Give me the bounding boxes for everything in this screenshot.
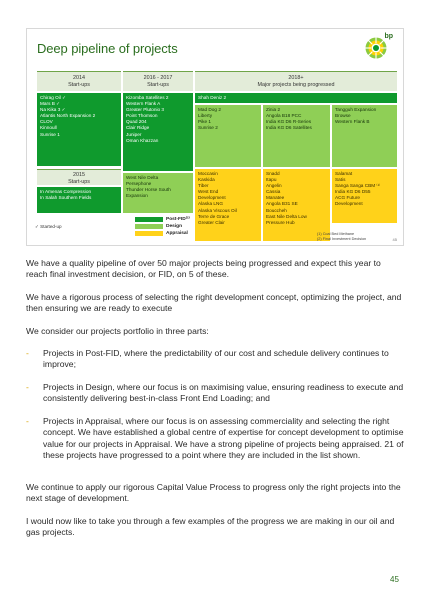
project-item: Terre de Grace [198, 213, 230, 219]
project-item: Thunder Horse South [126, 187, 171, 193]
project-item: Tiber [198, 183, 209, 189]
project-item: Browse [335, 113, 351, 119]
paragraph-process: We have a rigorous process of selecting the right development concept, optimizing the project, and then ensuring we are ready to execute [26, 292, 402, 314]
project-item: Itapu [266, 177, 277, 183]
project-item: Development [198, 195, 226, 201]
project-item: Sanga Sanga CBM ⁽¹⁾ [335, 183, 381, 189]
column-header-2018-plus [195, 71, 397, 91]
legend [135, 216, 190, 237]
column-header-year: 2014 [73, 75, 85, 81]
project-item: Cassia [266, 189, 281, 195]
project-item: In Salah Southern Fields [40, 195, 92, 201]
project-item: CLOV [40, 119, 53, 125]
bullet-dash: - [26, 348, 29, 358]
bullet-dash: - [26, 382, 29, 392]
project-item: Sunrise 1 [40, 131, 60, 137]
paragraph-capital-value: We continue to apply our rigorous Capital Value Process to progress only the right projects into the next stage of development. [26, 482, 401, 504]
project-item: ACG Future [335, 195, 361, 201]
slide-title: Deep pipeline of projects [37, 41, 178, 56]
column-header-label: Start-ups [147, 81, 169, 88]
legend-item-post-fid [135, 216, 190, 223]
column-header-year: 2018+ [288, 75, 304, 81]
project-item: Angelin [266, 183, 282, 189]
project-item: West Nile Delta [126, 175, 159, 180]
cell-2018-design-b [263, 105, 330, 167]
legend-label: Post-FID⁽²⁾ [166, 217, 190, 222]
project-item: Chirag Oil ✓ [40, 95, 67, 100]
bullet-text: Projects in Design, where our focus is on maximising value, ensuring readiness to execute and consistently delivering best-in-class Front End Loading; and [43, 382, 404, 404]
legend-swatch [135, 231, 163, 236]
project-item: In Amenas Compression [40, 189, 92, 194]
project-item: Development [335, 201, 363, 207]
paragraph-portfolio-intro: We consider our projects portfolio in three parts: [26, 326, 209, 336]
project-item: Pressure Hub [266, 219, 295, 225]
column-header-label: Start-ups [68, 81, 90, 88]
bullet-text: Projects in Post-FID, where the predictability of our cost and schedule delivery continues to improve; [43, 348, 389, 370]
started-up-note: ✓ Started-up [35, 224, 62, 229]
bullet-post-fid [26, 348, 404, 371]
bullet-appraisal [26, 416, 404, 462]
project-item: Mars B ✓ [40, 101, 61, 107]
slide-number: 45 [392, 237, 397, 242]
cell-2016-design [123, 173, 193, 213]
project-item: Western Flank B [335, 119, 370, 125]
project-item: Point Thomson [126, 113, 158, 119]
project-item: Moccasin [198, 171, 218, 176]
cell-2015-post-fid [37, 187, 121, 213]
project-item: Tangguh Expansion [335, 107, 377, 112]
project-item: Atlantis North Expansion 2 [40, 113, 96, 119]
project-item: India KG D6 R-Series [266, 119, 312, 125]
project-item: Oman Khazzan [126, 137, 159, 143]
project-item: Shah Deniz 2 [198, 95, 227, 100]
cell-2018-post-fid-top [195, 93, 397, 103]
legend-item-design [135, 223, 190, 230]
project-item: Expansion [126, 193, 148, 199]
project-item: Pike 1 [198, 119, 212, 125]
project-item: Kizomba Satellites 2 [126, 95, 169, 100]
project-item: Angola B18 PCC [266, 113, 302, 119]
project-item: India KG D6 D55 [335, 189, 371, 195]
project-item: Angola B31 SE [266, 201, 298, 207]
project-item: Quad 204 [126, 119, 147, 125]
column-header-year: 2015 [73, 172, 85, 178]
slide-figure [26, 28, 404, 246]
project-item: Salamat [335, 171, 353, 176]
legend-item-appraisal [135, 230, 190, 237]
project-item: Liberty [198, 113, 213, 119]
project-item: Manatee [266, 195, 285, 201]
project-item: Juniper [126, 131, 142, 137]
cell-2014-post-fid [37, 93, 121, 166]
column-header-2015 [37, 169, 121, 185]
bp-wordmark: bp [384, 33, 393, 40]
footnote: (1) Coal Bed Methane [317, 232, 355, 236]
project-item: Na Kika 3 ✓ [40, 107, 66, 113]
cell-2016-post-fid [123, 93, 193, 171]
project-item: Sunrise 2 [198, 125, 218, 131]
legend-label: Appraisal [166, 231, 188, 236]
project-item: Bouccheh [266, 207, 287, 213]
legend-swatch [135, 224, 163, 229]
cell-2018-design-c [332, 105, 397, 167]
column-header-2016-2017 [123, 71, 193, 91]
paragraph-pipeline: We have a quality pipeline of over 50 major projects being progressed and expect this year to reach final investment decision, or FID, on 5 of these. [26, 258, 381, 280]
project-item: India KG D6 Satellites [266, 125, 312, 131]
page-number: 45 [390, 575, 399, 584]
bullet-text: Projects in Appraisal, where our focus is on assessing commerciality and selecting the right concept. We have established a global centre of expertise for concept development to optimise value for our projects in Appraisal. We have a strong pipeline of projects being appraised. 21 of these projects have progressed to a point where they are included in the list shown. [43, 416, 404, 461]
project-item: Mad Dog 2 [198, 107, 221, 112]
project-item: Kinnoull [40, 125, 57, 131]
cell-2018-appraisal-b [263, 169, 330, 241]
paragraph-examples: I would now like to take you through a few examples of the progress we are making in our oil and gas projects. [26, 516, 395, 538]
cell-2018-appraisal-a [195, 169, 261, 241]
project-item: Kaskida [198, 177, 215, 183]
project-item: East Nile Delta Low [266, 213, 307, 219]
slide-footnotes [317, 232, 366, 242]
cell-2018-appraisal-c [332, 169, 397, 223]
project-item: Greater Plutonio 3 [126, 107, 165, 113]
project-item: Snadd [266, 171, 280, 176]
bullet-dash: - [26, 416, 29, 426]
legend-label: Design [166, 224, 182, 229]
project-item: Clair Ridge [126, 125, 150, 131]
project-item: Persephone [126, 181, 152, 187]
cell-2018-design-a [195, 105, 261, 167]
project-item: Western Flank A [126, 101, 161, 107]
project-item: West End [198, 189, 219, 195]
column-header-label: Major projects being progressed [257, 81, 335, 88]
bp-logo [365, 33, 393, 65]
project-item: Zinia 2 [266, 107, 281, 112]
legend-swatch [135, 217, 163, 222]
footnote: (2) Final Investment Decision [317, 236, 367, 241]
project-item: Greater Clair [198, 219, 225, 225]
column-header-label: Start-ups [68, 178, 90, 185]
bp-helios-icon [365, 37, 387, 59]
project-item: Alaska LNG [198, 201, 224, 207]
project-item: Satis [335, 177, 346, 183]
project-item: Alaska Viscous Oil [198, 207, 237, 213]
column-header-year: 2016 - 2017 [143, 75, 173, 81]
column-header-2014 [37, 71, 121, 91]
bullet-design [26, 382, 404, 405]
